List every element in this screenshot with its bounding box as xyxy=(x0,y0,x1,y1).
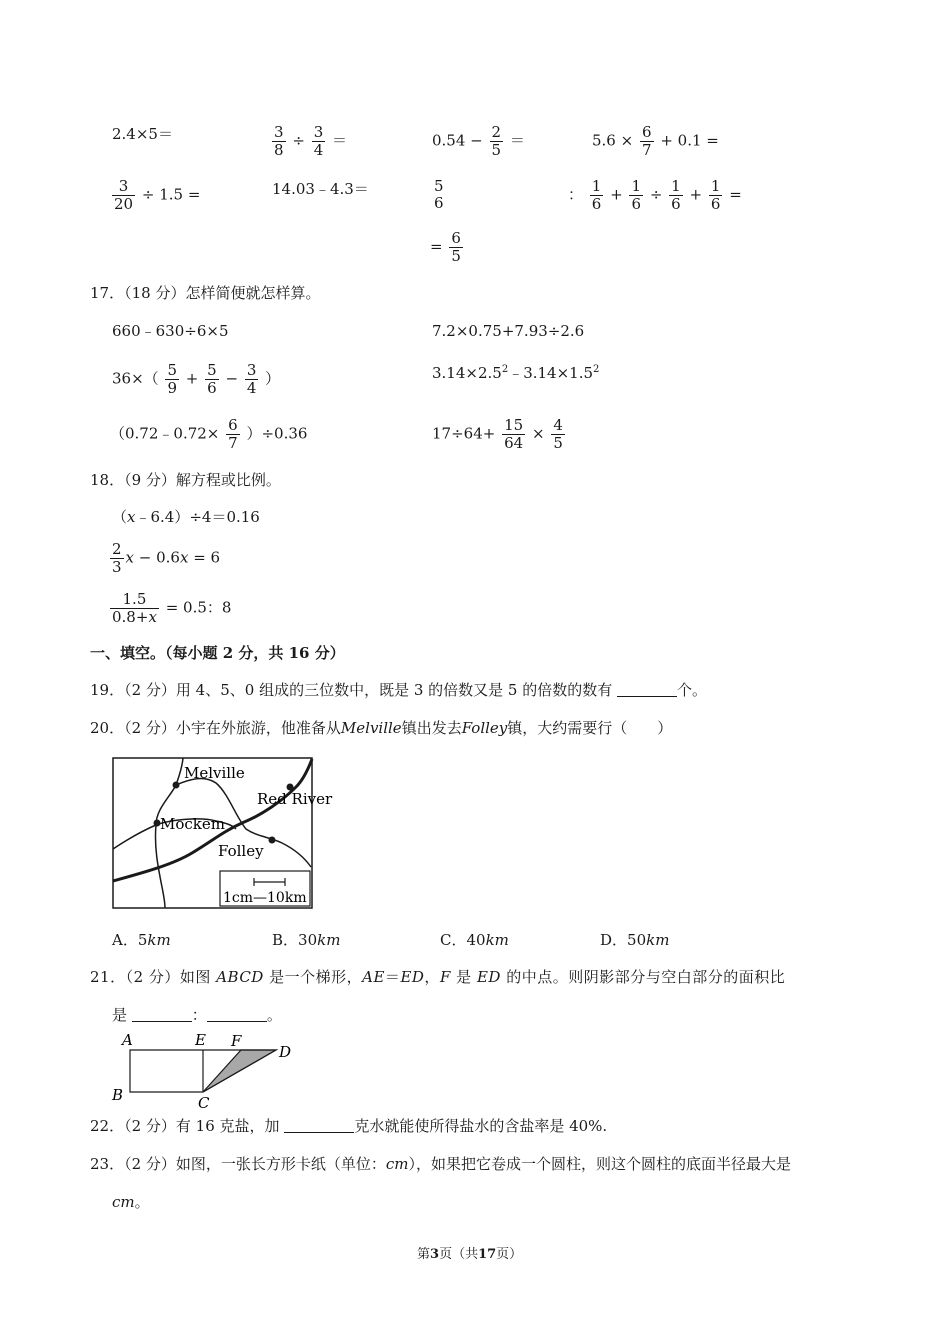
q20-option-d[interactable]: D．50km xyxy=(600,931,670,949)
calc-2b: 14.03﹣4.3＝ xyxy=(272,180,369,198)
section-title: 一、填空。（每小题 2 分，共 16 分） xyxy=(90,644,345,662)
q22: 22．（2 分）有 16 克盐，加 克水就能使所得盐水的含盐率是 40%. xyxy=(90,1117,608,1135)
calc-2d: ： $\frac{1}{6}$ + $\frac{1}{6}$ ÷ $\frac{1}{6}$ + $\frac{1}{6}$ = xyxy=(568,177,742,213)
map-dot-folley xyxy=(269,837,276,844)
page-footer: 第3页（共17页） xyxy=(417,1247,523,1262)
calc-1c: 0.54 − $\frac{2}{5}$ ＝ xyxy=(432,123,525,159)
q17-d: $3.14\times 2.5^2﹣3.14\times 1.5^2$ xyxy=(432,364,600,382)
map-label-melville: Melville xyxy=(184,764,245,782)
q18-title: 18．（9 分）解方程或比例。 xyxy=(90,471,281,489)
q23-line2: cm。 xyxy=(112,1193,150,1211)
calc-1d: 5.6 × $\frac{6}{7}$ + 0.1 = xyxy=(592,123,719,159)
q19: 19．（2 分）用 4、5、0 组成的三位数中，既是 3 的倍数又是 5 的倍数的数有 个。 xyxy=(90,681,708,699)
q20: 20．（2 分）小宇在外旅游，他准备从Melville镇出发去Folley镇，大约需要行（ ） xyxy=(90,719,673,737)
map-scale-text: 1cm—10km xyxy=(223,890,307,906)
calc-3: = $\frac{6}{5}$ xyxy=(430,229,461,265)
q21-label-b: B xyxy=(112,1086,124,1104)
q20-option-c[interactable]: C．40km xyxy=(440,931,509,949)
q17-b: 7.2×0.75+7.93÷2.6 xyxy=(432,322,585,340)
q18-c: $\frac{1.5}{0.8+x}$ = 0.5：8 xyxy=(112,590,232,626)
q17-f: 17÷64+ $\frac{15}{64}$ × $\frac{4}{5}$ xyxy=(432,416,563,452)
map-label-folley: Folley xyxy=(218,842,264,860)
q17-title: 17．（18 分）怎样简便就怎样算。 xyxy=(90,284,321,302)
calc-2c: 5 6 xyxy=(434,177,444,212)
map-label-mockem: Mockem xyxy=(160,815,225,833)
q17-e: （0.72﹣0.72× $\frac{6}{7}$ ）÷0.36 xyxy=(110,416,308,452)
q21-blank-1[interactable] xyxy=(132,1005,192,1022)
map-dot-melville xyxy=(173,782,180,789)
q22-blank[interactable] xyxy=(284,1116,354,1133)
q19-blank[interactable] xyxy=(617,680,677,697)
q21-blank-2[interactable] xyxy=(207,1005,267,1022)
q21-label-f: F xyxy=(231,1032,242,1050)
q21-figure xyxy=(108,1030,298,1110)
q20-map xyxy=(112,757,333,911)
q20-option-a[interactable]: A．5km xyxy=(112,931,171,949)
q18-a: （x﹣6.4）÷4＝0.16 xyxy=(112,508,260,526)
q21-label-c: C xyxy=(198,1094,210,1112)
q18-b: $\frac{2}{3}$ x − 0.6x = 6 xyxy=(112,540,221,576)
q20-option-b[interactable]: B．30km xyxy=(272,931,341,949)
q21-label-e: E xyxy=(195,1031,206,1049)
q21-label-d: D xyxy=(279,1043,292,1061)
q17-a: 660﹣630÷6×5 xyxy=(112,322,229,340)
calc-2a: $\frac{3}{20}$ ÷ 1.5 = xyxy=(114,177,201,213)
calc-1b: $\frac{3}{8}$ ÷ $\frac{3}{4}$ ＝ xyxy=(274,123,348,159)
map-label-red-river: Red River xyxy=(257,790,333,808)
q21-label-a: A xyxy=(122,1031,133,1049)
q21-line2: 是 ： 。 xyxy=(112,1006,282,1024)
q21: 21．（2 分）如图 ABCD 是一个梯形，AE＝ED，F 是 ED 的中点。则阴影部分与空白部分的面积比 xyxy=(90,968,786,986)
q23: 23．（2 分）如图，一张长方形卡纸（单位：cm），如果把它卷成一个圆柱，则这个圆柱的底面半径最大是 xyxy=(90,1155,792,1173)
calc-1a: 2.4×5＝ xyxy=(112,125,173,143)
q17-c: 36×（ $\frac{5}{9}$ + $\frac{5}{6}$ − $\frac{3}{4}$ ） xyxy=(112,361,281,397)
